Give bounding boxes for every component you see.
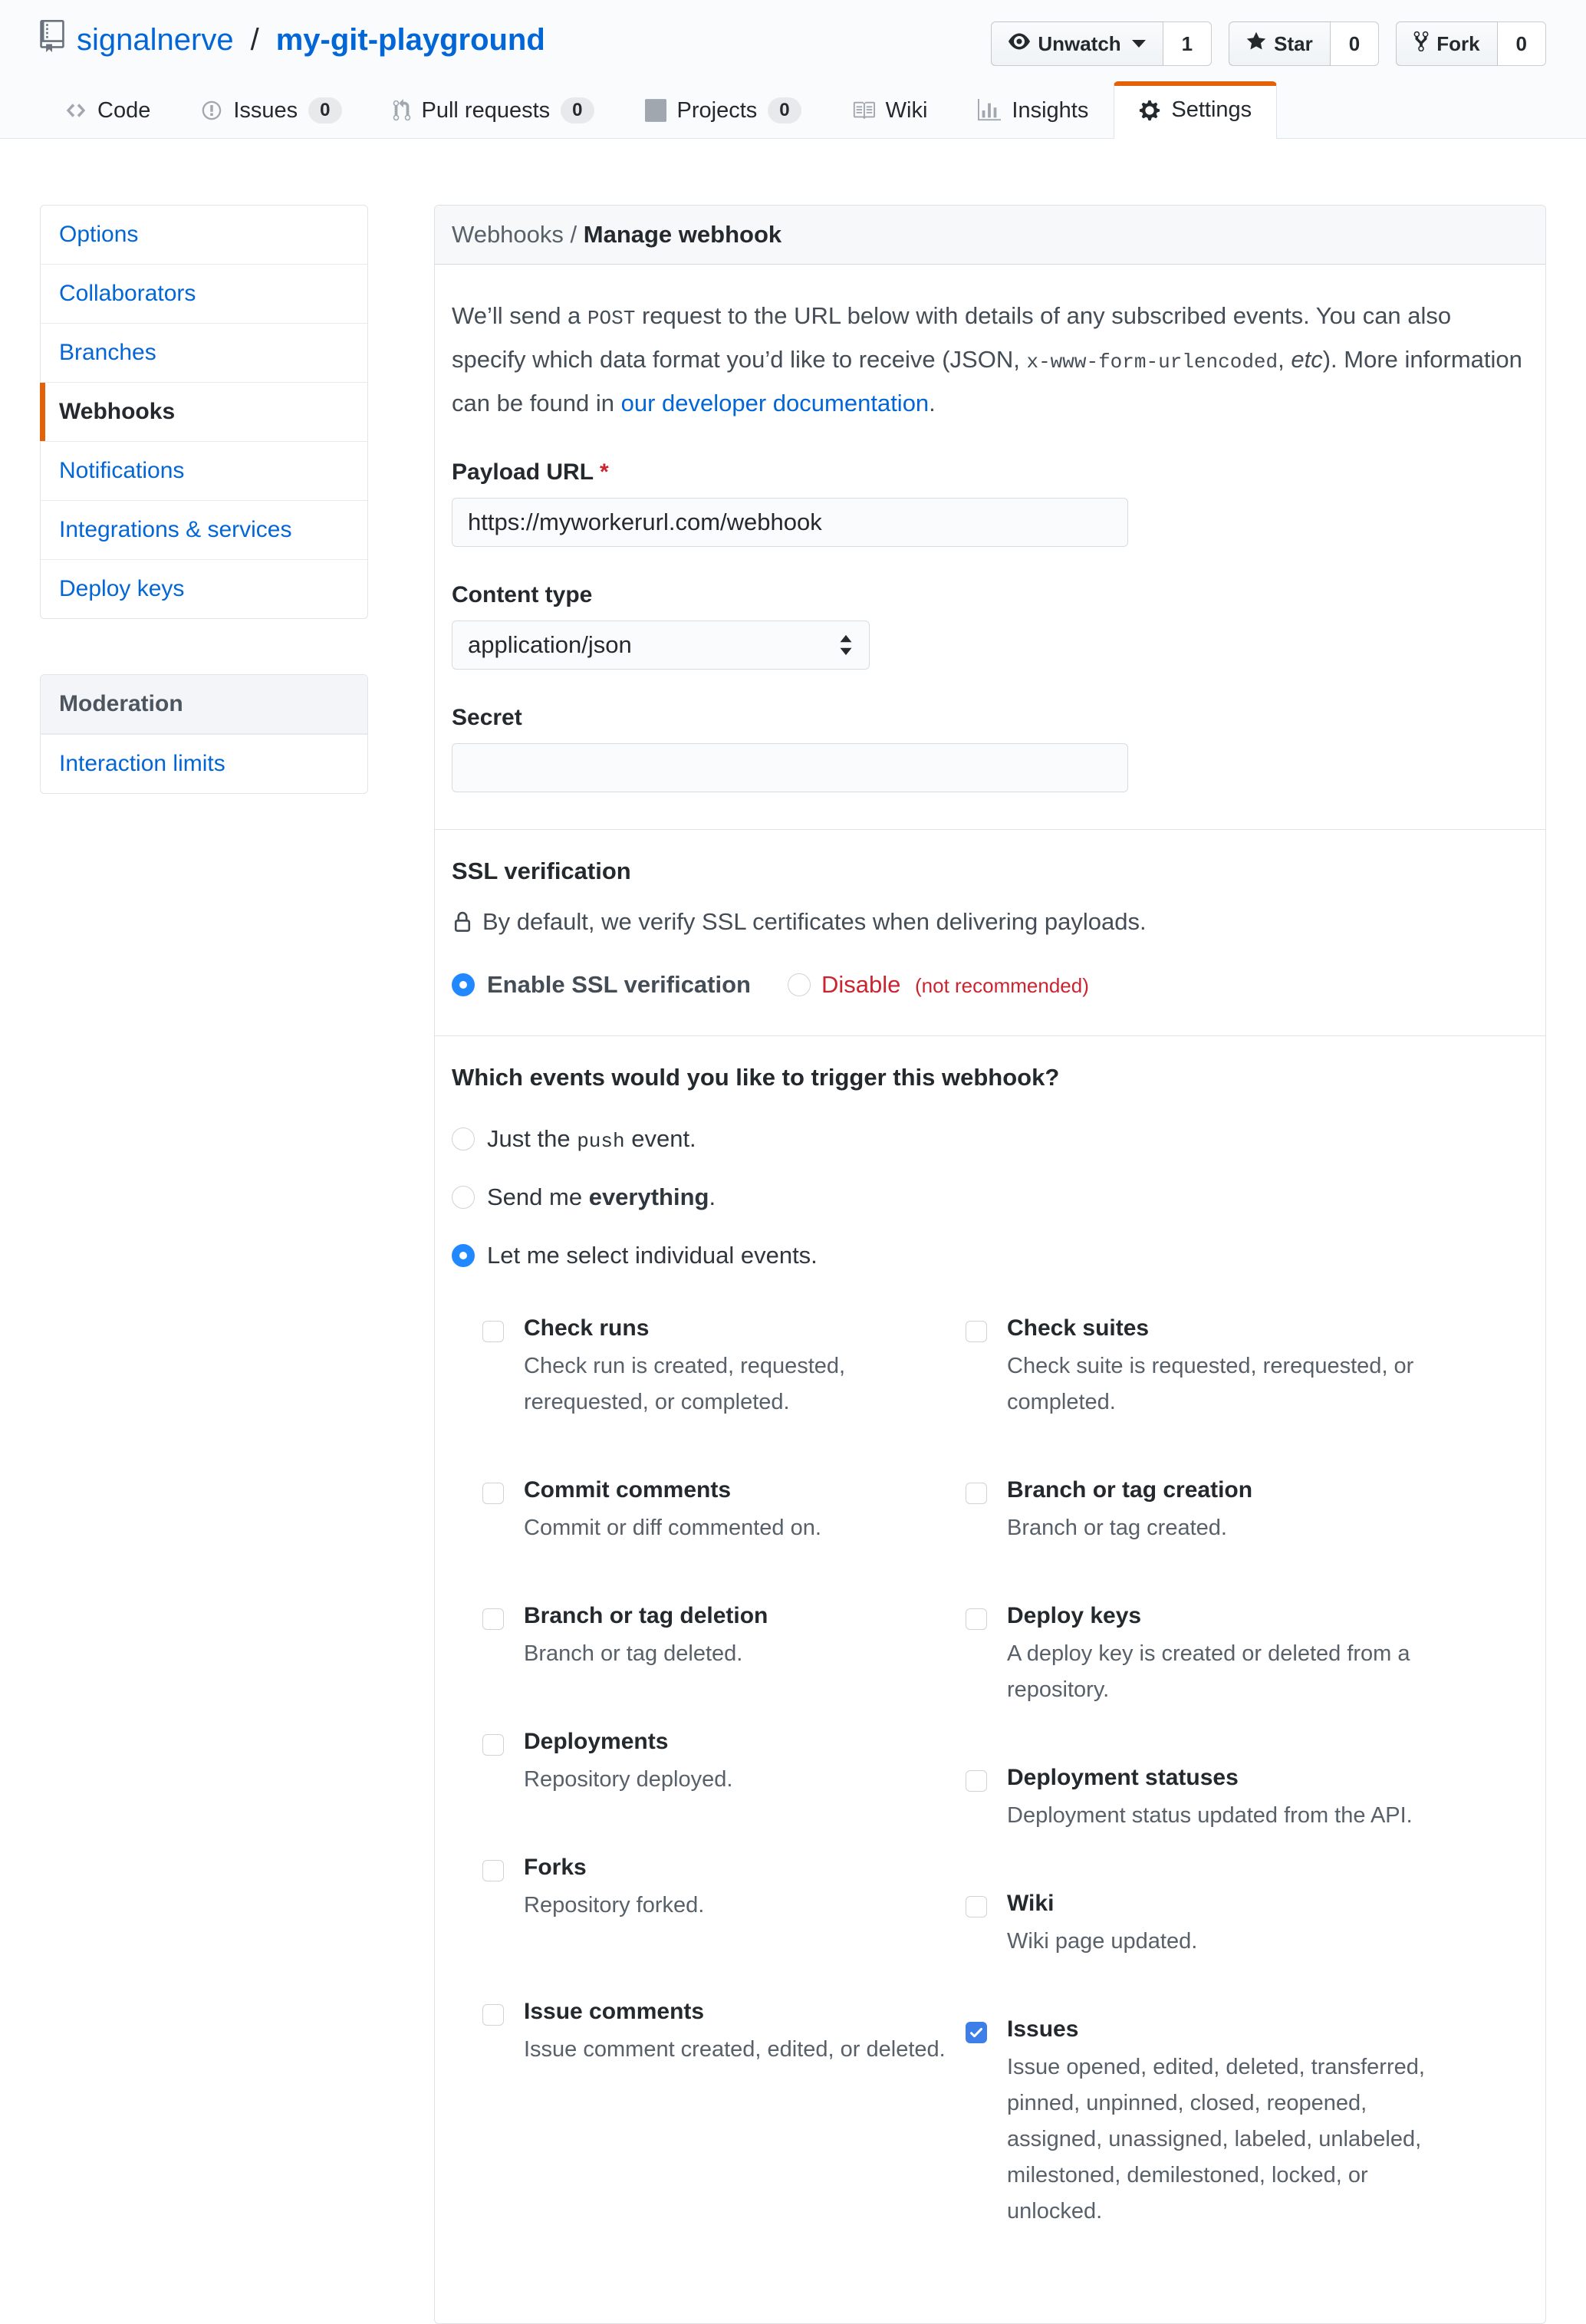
everything-radio[interactable] <box>452 1186 475 1209</box>
event-item-deploy-keys <box>966 1603 1456 1708</box>
watch-group <box>991 21 1212 66</box>
event-title: Check runs <box>524 1315 650 1341</box>
events-heading: Which events would you like to trigger this webhook? <box>452 1064 1060 1091</box>
event-title: Wiki <box>1007 1891 1055 1916</box>
events-grid <box>482 1315 1528 2286</box>
unwatch-button[interactable] <box>991 21 1163 66</box>
pull-requests-count-badge: 0 <box>561 97 594 123</box>
repo-actions <box>991 20 1546 66</box>
event-option-individual: Let me select individual events. <box>452 1242 1528 1269</box>
event-item-check-suites <box>966 1315 1456 1420</box>
check-suites-checkbox[interactable] <box>966 1321 987 1342</box>
event-title: Deploy keys <box>1007 1603 1142 1628</box>
star-label: Star <box>1274 31 1313 55</box>
event-item-deployments <box>482 1729 966 1798</box>
event-desc: A deploy key is created or deleted from a repository. <box>1007 1641 1410 1702</box>
event-desc: Wiki page updated. <box>1007 1929 1198 1954</box>
event-title: Branch or tag deletion <box>524 1603 768 1628</box>
content-type-label: Content type <box>452 582 593 607</box>
moderation-menu <box>40 674 368 794</box>
breadcrumb-separator: / <box>563 221 584 248</box>
repo-icon <box>40 20 64 60</box>
page-header <box>0 0 1586 139</box>
tab-settings[interactable] <box>1114 81 1277 139</box>
repo-owner-link[interactable] <box>77 23 234 58</box>
code-icon <box>65 100 87 121</box>
ssl-enable-label: Enable SSL verification <box>487 971 751 998</box>
webhook-intro-text: We’ll send a POST request to the URL below with details of any subscribed events. You can also specify which data format you’d like to receive (JSON, x-www-form-urlencoded, etc). More information can be found in our developer documentation. <box>452 302 1522 416</box>
check-icon <box>969 2025 984 2040</box>
event-item-branch-tag-deletion <box>482 1603 966 1672</box>
event-title: Branch or tag creation <box>1007 1477 1253 1503</box>
pull-request-icon <box>393 99 411 122</box>
watch-count[interactable]: 1 <box>1163 21 1212 66</box>
content-type-value: application/json <box>468 631 632 658</box>
event-title: Issue comments <box>524 1999 705 2024</box>
event-desc: Commit or diff commented on. <box>524 1516 821 1540</box>
tab-label: Projects <box>676 97 758 123</box>
developer-documentation-link[interactable]: our developer documentation <box>620 390 930 416</box>
event-item-issue-comments <box>482 1999 966 2068</box>
breadcrumb <box>435 206 1545 265</box>
issues-count-badge: 0 <box>308 97 341 123</box>
deployment-statuses-checkbox[interactable] <box>966 1770 987 1792</box>
wiki-checkbox[interactable] <box>966 1896 987 1917</box>
repo-owner: signalnerve <box>77 22 234 57</box>
payload-url-label: Payload URL * <box>452 459 609 485</box>
star-button[interactable] <box>1229 21 1331 66</box>
tab-insights[interactable] <box>953 81 1114 139</box>
event-desc: Deployment status updated from the API. <box>1007 1803 1413 1828</box>
events-section <box>435 1035 1545 2323</box>
webhook-settings-content <box>434 205 1546 2324</box>
tab-code[interactable] <box>40 81 176 139</box>
tab-pull-requests[interactable] <box>367 81 620 139</box>
settings-sidebar <box>40 205 368 794</box>
ssl-heading: SSL verification <box>452 858 631 884</box>
event-desc: Repository forked. <box>524 1893 705 1917</box>
urlencoded-code: x-www-form-urlencoded <box>1026 351 1278 374</box>
event-item-wiki <box>966 1891 1456 1960</box>
event-title: Deployments <box>524 1729 669 1754</box>
issue-icon <box>201 100 222 121</box>
sidebar-item-integrations[interactable]: Integrations & services <box>41 500 367 559</box>
ssl-disable-radio[interactable] <box>788 973 811 996</box>
moderation-heading: Moderation <box>41 675 367 734</box>
issue-comments-checkbox[interactable] <box>482 2004 504 2026</box>
event-item-check-runs <box>482 1315 966 1420</box>
forks-checkbox[interactable] <box>482 1860 504 1881</box>
post-code: POST <box>587 307 636 330</box>
issues-checkbox[interactable] <box>966 2022 987 2043</box>
repo-name: my-git-playground <box>275 22 545 57</box>
sidebar-item-deploy-keys[interactable]: Deploy keys <box>41 559 367 618</box>
sidebar-item-options[interactable]: Options <box>59 222 139 247</box>
graph-icon <box>978 99 1001 122</box>
event-desc: Branch or tag created. <box>1007 1516 1227 1540</box>
event-item-issues <box>966 2016 1456 2230</box>
settings-menu <box>40 205 368 619</box>
event-title: Check suites <box>1007 1315 1150 1341</box>
select-arrows-icon <box>838 634 854 657</box>
event-desc: Branch or tag deleted. <box>524 1641 743 1666</box>
deployments-checkbox[interactable] <box>482 1734 504 1756</box>
project-board-icon <box>645 99 666 122</box>
branch-tag-creation-checkbox[interactable] <box>966 1483 987 1504</box>
sidebar-item-interaction-limits[interactable]: Interaction limits <box>41 734 367 793</box>
event-item-branch-tag-creation <box>966 1477 1456 1546</box>
event-option-everything: Send me everything. <box>452 1183 1528 1211</box>
event-title: Deployment statuses <box>1007 1765 1239 1790</box>
book-icon <box>852 99 875 122</box>
tab-wiki[interactable] <box>827 81 953 139</box>
tab-issues[interactable] <box>176 81 367 139</box>
fork-icon <box>1413 30 1429 58</box>
repo-separator: / <box>250 22 259 57</box>
individual-events-radio[interactable] <box>452 1244 475 1267</box>
event-item-deployment-statuses <box>966 1765 1456 1834</box>
sidebar-item-collaborators[interactable]: Collaborators <box>41 264 367 323</box>
ssl-disable-label: Disable (not recommended) <box>821 971 1089 998</box>
webhook-form-section <box>435 265 1545 829</box>
event-item-forks <box>482 1855 966 1924</box>
sidebar-item-webhooks[interactable]: Webhooks <box>41 382 367 441</box>
event-desc: Issue opened, edited, deleted, transferred, pinned, unpinned, closed, reopened, assigned, unassigned, labeled, unlabeled, milestoned, demilestoned, locked, or unlocked. <box>1007 2055 1425 2224</box>
repo-nav <box>0 81 1586 139</box>
tab-label: Pull requests <box>421 97 551 123</box>
deploy-keys-checkbox[interactable] <box>966 1608 987 1630</box>
secret-input[interactable] <box>452 743 1128 792</box>
fork-label: Fork <box>1436 31 1480 55</box>
unwatch-label: Unwatch <box>1038 31 1121 55</box>
fork-count[interactable]: 0 <box>1498 21 1546 66</box>
eye-icon <box>1009 31 1030 58</box>
projects-count-badge: 0 <box>768 97 801 123</box>
secret-label: Secret <box>452 705 522 730</box>
event-title: Commit comments <box>524 1477 732 1503</box>
event-title: Forks <box>524 1855 587 1880</box>
payload-url-input[interactable] <box>452 498 1128 547</box>
content-type-select[interactable] <box>452 621 870 670</box>
ssl-note-text: By default, we verify SSL certificates when delivering payloads. <box>482 908 1147 935</box>
ssl-verification-section <box>435 829 1545 1035</box>
fork-button[interactable] <box>1396 21 1497 66</box>
tab-label: Issues <box>233 97 298 123</box>
caret-down-icon <box>1132 40 1146 48</box>
sidebar-item-notifications[interactable]: Notifications <box>41 441 367 500</box>
check-runs-checkbox[interactable] <box>482 1321 504 1342</box>
page-title: Manage webhook <box>583 221 782 248</box>
commit-comments-checkbox[interactable] <box>482 1483 504 1504</box>
ssl-enable-radio[interactable] <box>452 973 475 996</box>
event-title: Issues <box>1007 2016 1079 2042</box>
event-desc: Check suite is requested, rerequested, or completed. <box>1007 1354 1414 1414</box>
star-count[interactable]: 0 <box>1331 21 1379 66</box>
breadcrumb-webhooks-link[interactable]: Webhooks <box>452 221 564 248</box>
sidebar-item-branches[interactable]: Branches <box>41 323 367 382</box>
event-desc: Check run is created, requested, rerequested, or completed. <box>524 1354 846 1414</box>
tab-label: Wiki <box>885 97 928 123</box>
repo-name-link[interactable] <box>276 23 545 58</box>
star-group <box>1229 21 1379 66</box>
gear-icon <box>1139 99 1160 122</box>
repo-title <box>40 20 545 60</box>
push-event-radio[interactable] <box>452 1127 475 1150</box>
lock-icon <box>452 910 473 934</box>
tab-label: Insights <box>1012 97 1089 123</box>
event-desc: Repository deployed. <box>524 1767 733 1792</box>
event-desc: Issue comment created, edited, or deleted. <box>524 2037 946 2062</box>
required-asterisk: * <box>600 459 609 485</box>
star-icon <box>1246 31 1266 58</box>
tab-projects[interactable] <box>620 81 827 139</box>
ssl-disable-note: (not recommended) <box>915 974 1089 997</box>
fork-group <box>1396 21 1546 66</box>
branch-tag-deletion-checkbox[interactable] <box>482 1608 504 1630</box>
tab-label: Code <box>97 97 151 123</box>
event-item-commit-comments <box>482 1477 966 1546</box>
tab-label: Settings <box>1171 97 1252 122</box>
event-option-push: Just the push event. <box>452 1125 1528 1153</box>
